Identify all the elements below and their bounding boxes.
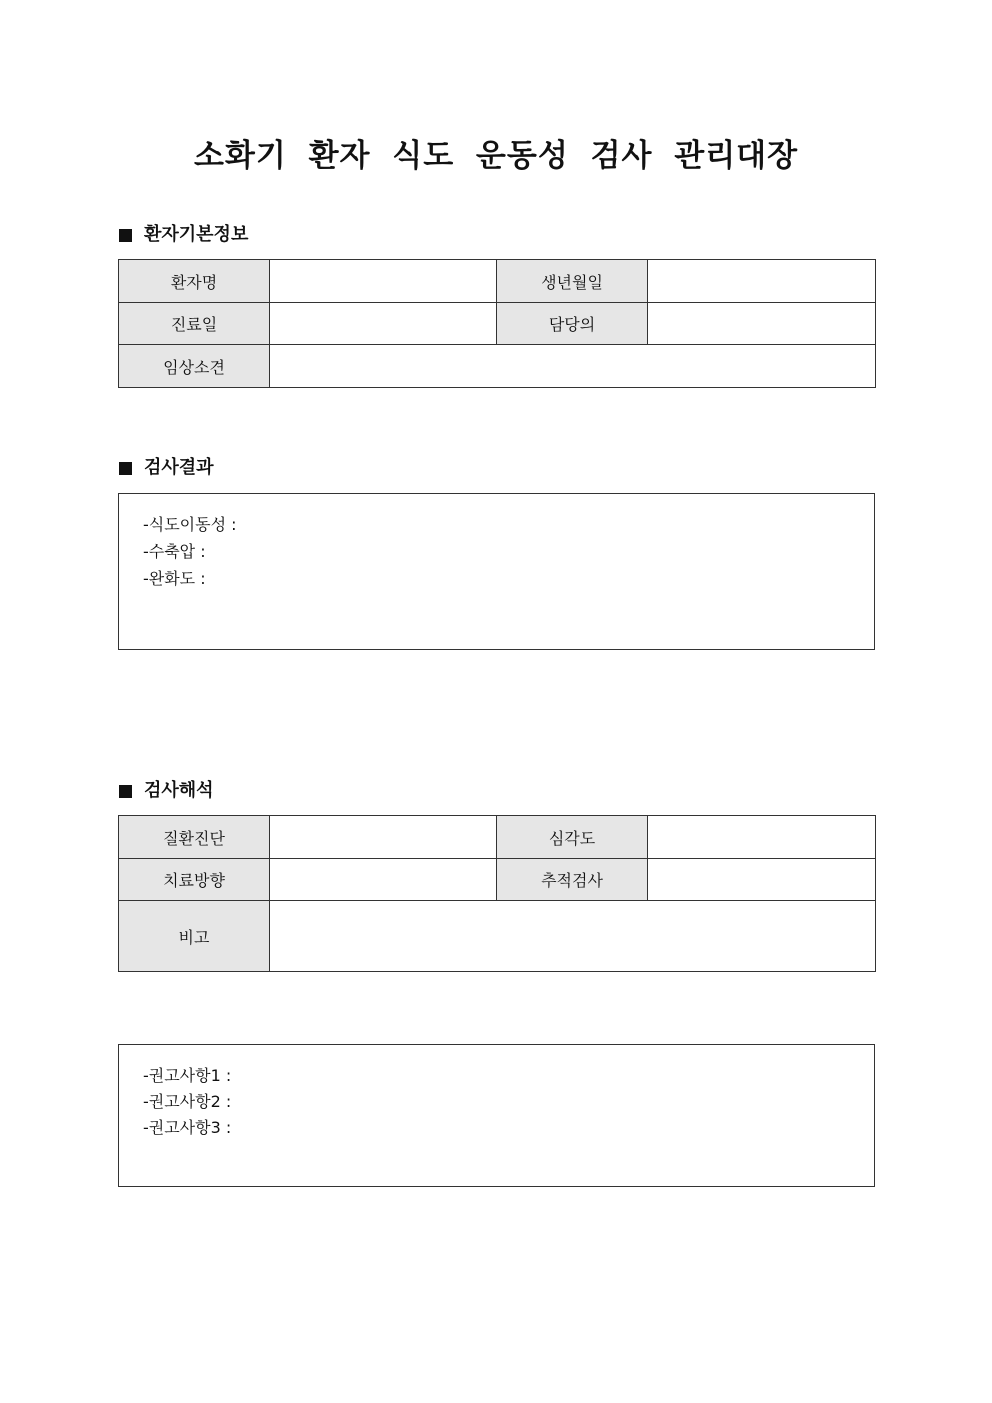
result-line-relaxation: -완화도 :: [143, 569, 206, 588]
section-heading-text: 환자기본정보: [144, 224, 249, 245]
square-bullet-icon: [119, 785, 132, 798]
section-heading-text: 검사해석: [144, 780, 214, 801]
recommendation-line-3: -권고사항3 :: [143, 1118, 232, 1137]
remarks-label: 비고: [119, 901, 270, 972]
section-heading-results: [119, 455, 214, 481]
treatment-direction-label: 치료방향: [119, 859, 270, 901]
patient-name-label: 환자명: [119, 260, 270, 303]
severity-field[interactable]: [648, 816, 876, 859]
square-bullet-icon: [119, 462, 132, 475]
treatment-direction-field[interactable]: [270, 859, 497, 901]
visit-date-label: 진료일: [119, 303, 270, 345]
table-row: [119, 859, 876, 901]
recommendations-box[interactable]: [118, 1044, 875, 1187]
section-heading-text: 검사결과: [144, 457, 214, 478]
table-row: [119, 260, 876, 303]
result-line-contraction-pressure: -수축압 :: [143, 542, 206, 561]
patient-name-field[interactable]: [270, 260, 497, 303]
physician-field[interactable]: [648, 303, 876, 345]
section-heading-interpretation: [119, 778, 214, 804]
birth-date-label: 생년월일: [497, 260, 648, 303]
table-row: [119, 303, 876, 345]
table-row: [119, 901, 876, 972]
clinical-findings-label: 임상소견: [119, 345, 270, 388]
results-box[interactable]: [118, 493, 875, 650]
remarks-field[interactable]: [270, 901, 876, 972]
table-row: [119, 345, 876, 388]
clinical-findings-field[interactable]: [270, 345, 876, 388]
section-heading-patient-info: [119, 222, 248, 248]
interpretation-table: [118, 815, 876, 972]
table-row: [119, 816, 876, 859]
document-title: 소화기 환자 식도 운동성 검사 관리대장: [193, 138, 799, 174]
follow-up-test-label: 추적검사: [497, 859, 648, 901]
severity-label: 심각도: [497, 816, 648, 859]
recommendation-line-1: -권고사항1 :: [143, 1066, 232, 1085]
result-line-motility: -식도이동성 :: [143, 515, 237, 534]
square-bullet-icon: [119, 229, 132, 242]
diagnosis-field[interactable]: [270, 816, 497, 859]
birth-date-field[interactable]: [648, 260, 876, 303]
visit-date-field[interactable]: [270, 303, 497, 345]
follow-up-test-field[interactable]: [648, 859, 876, 901]
recommendation-line-2: -권고사항2 :: [143, 1092, 232, 1111]
patient-info-table: [118, 259, 876, 388]
diagnosis-label: 질환진단: [119, 816, 270, 859]
physician-label: 담당의: [497, 303, 648, 345]
